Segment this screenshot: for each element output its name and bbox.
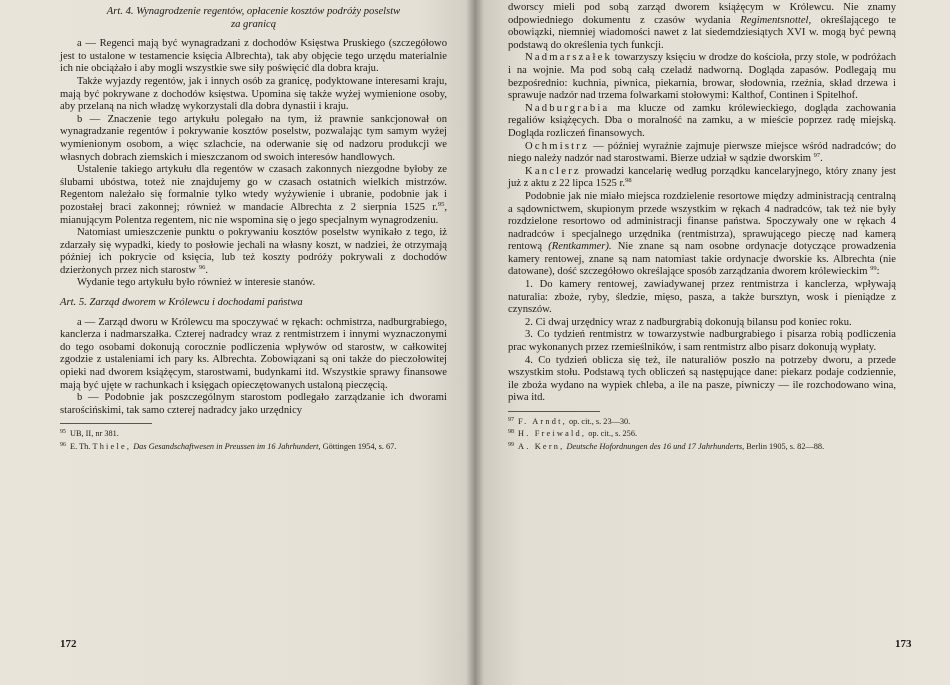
footnote-96: $^{96}$ E. Th. Thiele, Das Gesandschaftwesen in Preussen im 16 Jahrhundert, Göttingen 1954, s. 67. [60, 441, 397, 451]
footnote-99: $^{99}$ A. Kern, Deutsche Hofordnungen des 16 und 17 Jahrhunderts, Berlin 1905, s. 82—88. [508, 441, 825, 451]
footnote-rule [60, 423, 152, 424]
article-5-title: Zarząd dworem w Królewcu i dochodami państwa [89, 297, 303, 309]
footnote-98: $^{98}$ H. Freiwald, op. cit., s. 256. [508, 429, 638, 439]
paragraph: Ustalenie takiego artykułu dla regentów w czasach zakonnych niezgodne byłoby ze ślubami ubóstwa, toteż nie znajdujemy go w czasach ostatnich wielkich mistrzów. Regentom należało się formalnie tylko wtedy wyżywienie i ubranie, podobnie jak i pozostałej braci zakonnej; również w mandacie Albrechta z 2 sierpnia 1525 r.$^{95}$, mianującym Polentza regentem, nic nie wspomina się o jego specjalnym wynagrodzeniu. [60, 164, 447, 226]
list-item: 3. Co tydzień rentmistrz w towarzystwie nadburgrabiego i pisarza robią podliczenia prac wykonanych przez rzemieślników, i sam rentmistrz albo pisarz dokonują wypłaty. [508, 329, 896, 354]
page-number-right: 173 [895, 638, 912, 650]
paragraph: Ochmistrz — później wyraźnie zajmuje pierwsze miejsce wśród nadradców; do niego należy nadzór nad starostwami. Bierze udział w sądzie dworskim $^{97}$. [508, 140, 896, 165]
list-item: 2. Ci dwaj urzędnicy wraz z nadburgrabią dokonują bilansu pod koniec roku. [525, 316, 852, 328]
term-nadmarszalek: Nadmarszałek [525, 52, 612, 64]
right-page-text [508, 2, 896, 452]
paragraph: Wydanie tego artykułu było również w interesie stanów. [77, 277, 316, 289]
paragraph: b — Znaczenie tego artykułu polegało na tym, iż prawnie sankcjonował on wynagradzanie regentów i pokrywanie kosztów poselstw, pozwalając tym samym wyżej wymienionym osobom, a więc szlachcie, na oderwanie się od nadzoru produkcji we własnych dobrach ziemskich i mieszczanom od swoich interesów handlowych. [60, 113, 447, 163]
article-4-title: Wynagrodzenie regentów, opłacenie kosztów podróży poselstw [136, 6, 401, 17]
article-5-number: Art. 5. [60, 297, 87, 309]
article-4-title-cont: za granicą [230, 18, 277, 30]
footnote-ref-99[interactable]: 99 [870, 265, 877, 273]
paragraph: a — Regenci mają być wynagradzani z dochodów Księstwa Pruskiego (szczegółowo jest to ustalone w testamencie księcia Albrechta), tak aby objęcie tego urzędu materialnie ich nie obciążało i aby mogli wszystkie swe siły poświęcić dla dobra kraju. [60, 38, 447, 75]
paragraph: Nadburgrabia ma klucze od zamku królewieckiego, dogląda zachowania regaliów książęcych. Dba o moralność na zamku, a w mieście poprzez radę miejską. Dogląda rozliczeń finansowych. [508, 102, 896, 139]
term-kanclerz: Kanclerz [525, 165, 581, 177]
right-page [475, 0, 950, 685]
article-5-heading [60, 297, 447, 310]
footnote-ref-95[interactable]: 95 [437, 200, 445, 208]
term-nadburgrabia: Nadburgrabia [525, 102, 610, 114]
paragraph: b — Podobnie jak poszczególnym starostom podlegało zarządzanie ich dworami starościńskimi, tak samo czterej nadradcy jako urzędnicy [60, 392, 447, 416]
footnote-ref-96[interactable]: 96 [198, 263, 206, 271]
paragraph: Kanclerz prowadzi kancelarię według porządku kancelaryjnego, który znany jest już z aktu z 22 lipca 1525 r.$^{98}$ [508, 165, 896, 190]
paragraph: Podobnie jak nie miało miejsca rozdzielenie resortowe między administracją centralną a sądownictwem, skupionym przede wszystkim w rękach 4 nadradców, tak też nie były rozdzielone resortowo od administracji finanse państwa. Spoczywały one w rękach 4 nadradców i specjalnego urzędnika (rentmistrza), sprawującego pieczę nad kamerą rentową (Rentkammer). Nie znane są nam osobne ordynacje dotyczące prowadzenia kamery rentowej, znane są nam natomiast takie ordynacje dworskie ks. Albrechta (nie datowane), dość szczegółowo określające sposób zarządzania dworem królewieckim $^{99}$: [508, 190, 896, 278]
list-item: 1. Do kamery rentowej, zawiadywanej przez rentmistrza i kanclerza, wpływają naturalia: zboże, ryby, śledzie, mięso, pasza, a także bursztyn, wosk i pieniądze z czynszów. [508, 279, 896, 316]
paragraph: dworscy mieli pod sobą zarząd dworem książęcym w Królewcu. Nie znamy odpowiedniego dokumentu z czasów wydania Regimentsnottel, określającego te obowiązki, niemniej wiadomości nawet z lat siedemdziesiątych XVI w. mogą być pewną podstawą do określenia tych funkcji. [508, 2, 896, 51]
footnote-ref-98[interactable]: 98 [625, 177, 632, 185]
footnote-97: $^{97}$ F. Arndt, op. cit., s. 23—30. [508, 417, 631, 426]
page-number-left: 172 [60, 638, 77, 650]
paragraph: Także wyjazdy regentów, jak i innych osób za granicę, podyktowane interesami kraju, mają być pokrywane z dochodów księstwa. Upomina się także wyżej wymienione osoby, aby przelaną na nich władzę wykorzystali dla dobra dynastii i kraju. [60, 75, 447, 113]
article-4-heading [60, 6, 447, 31]
term-ochmistrz: Ochmistrz [525, 140, 589, 152]
left-page-text [60, 6, 447, 452]
list-item: 4. Co tydzień oblicza się też, ile naturaliów poszło na potrzeby dworu, a przede wszystkim stołu. Podstawą tych obliczeń są następujące dane: piekarz podaje codziennie, ile zboża wydano na wypiek chleba, a ile na pasze, piwniczy — ile rozchodowano wina, piwa itd. [508, 354, 896, 404]
paragraph: a — Zarząd dworu w Królewcu ma spoczywać w rękach: ochmistrza, nadburgrabiego, kanclerza i nadmarszałka. Czterej nadradcy wraz z rentmistrzem i innymi wyznaczonymi do tego osobami dokonują corocznie podliczenia wpływów od starostw, w całkowitej zgodzie z ustaleniami ich pary ks. Albrechta. Zobowiązani są oni także do pieczołowitej opieki nad dworem książęcym, starostwami, budynkami itd. Wszystkie sprawy finansowe mają być ujęte w rachunkach i księgach opieczętowanych ustaloną pieczęcią. [60, 316, 447, 391]
footnote-rule [508, 411, 600, 412]
footnote-95: $^{95}$ UB, II, nr 381. [60, 429, 119, 439]
paragraph: Nadmarszałek towarzyszy księciu w drodze do kościoła, przy stole, w podróżach i na wojnie. Ma pod sobą całą czeladź nadworną. Dogląda zapasów. Podlegają mu bezpośrednio: kuchnia, piwnica, piekarnia, browar, słodownia, rzeźnia, skład drzewa i sprawuje nadzór nad trzema folwarkami stołowymi: Kalthof, Continen i Spitelhof. [508, 52, 896, 102]
paragraph: Natomiast umieszczenie punktu o pokrywaniu kosztów poselstw wynikało z tego, iż zdarzały się wypadki, kiedy to posłowie jechali na własny koszt, w nadziei, że otrzymają później ich pokrycie od księcia, lub też koszty podróży pokrywali z dochodów dzierżonych przez nich starostw $^{96}$. [60, 227, 447, 276]
article-4-number: Art. 4. [106, 6, 134, 17]
book-gutter [466, 0, 484, 685]
footnote-ref-97[interactable]: 97 [813, 152, 821, 160]
